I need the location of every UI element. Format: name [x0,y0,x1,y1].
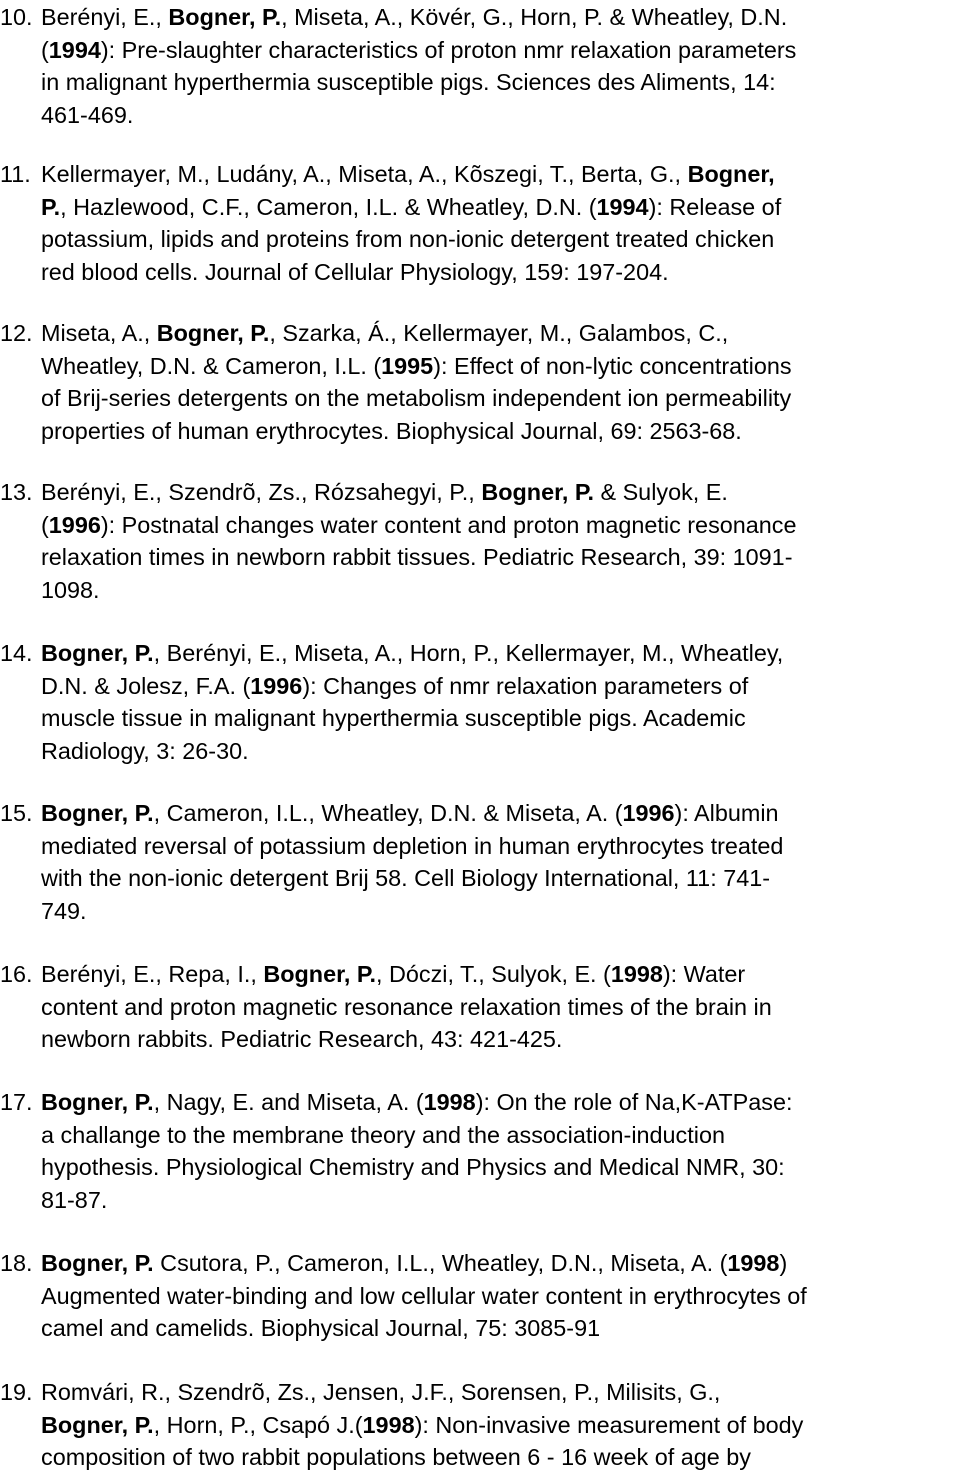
reference-line [41,223,953,256]
reference-segment: relaxation times in newborn rabbit tissues. Pediatric Research, 39: 1091- [41,544,793,570]
reference-segment: red blood cells. Journal of Cellular Physiology, 159: 197-204. [41,258,669,285]
reference-number: 13. [0,479,33,505]
reference-line [41,256,953,289]
reference-bold-segment: Bogner, P. [41,1250,154,1276]
reference-bold-segment: Bogner, P. [41,800,154,826]
reference-segment: 461-469. [41,101,134,128]
reference-segment: Berényi, E., Szendrõ, Zs., Rózsahegyi, P., [41,479,482,505]
reference-segment: Augmented water-binding and low cellular water content in erythrocytes of [41,1282,807,1309]
reference-segment: Csutora, P., Cameron, I.L., Wheatley, D.N., Miseta, A. ( [153,1250,728,1276]
reference-segment: Romvári, R., Szendrõ, Zs., Jensen, J.F., Sorensen, P., Milisits, G., [41,1379,721,1405]
reference-line [41,895,953,928]
reference-item [0,1247,960,1345]
reference-bold-segment: Bogner, [687,161,775,187]
reference-line [41,670,953,703]
reference-bold-segment: Bogner, P. [41,640,154,666]
reference-bold-segment: 1994 [596,193,649,220]
reference-segment: ): Pre-slaughter characteristics of proton nmr relaxation parameters [100,36,797,63]
reference-segment: ): Changes of nmr relaxation parameters of [302,672,749,699]
reference-text [41,1247,953,1345]
reference-text [41,317,953,447]
reference-line [41,574,953,607]
reference-number: 18. [0,1250,33,1276]
reference-line [41,637,953,670]
reference-line [41,191,953,224]
reference-item [0,1,960,131]
reference-segment: , Hazlewood, C.F., Cameron, I.L. & Wheatley, D.N. ( [60,193,597,220]
reference-segment: properties of human erythrocytes. Biophysical Journal, 69: 2563-68. [41,417,742,444]
reference-text [41,958,953,1056]
reference-bold-segment: Bogner, P. [41,1411,154,1438]
reference-segment: a challange to the membrane theory and the association-induction [41,1121,725,1148]
reference-item [0,317,960,447]
reference-segment: & Sulyok, E. [593,479,728,505]
reference-number: 15. [0,800,33,826]
reference-segment: Kellermayer, M., Ludány, A., Miseta, A., Kõszegi, T., Berta, G., [41,161,688,187]
reference-bold-segment: Bogner, P. [263,961,376,987]
reference-segment: , Horn, P., Csapó J.( [153,1411,363,1438]
reference-line [41,702,953,735]
reference-segment: , Berényi, E., Miseta, A., Horn, P., Kellermayer, M., Wheatley, [153,640,784,666]
reference-segment: ): Water [662,961,746,987]
reference-segment: mediated reversal of potassium depletion in human erythrocytes treated [41,832,784,859]
reference-item [0,958,960,1056]
reference-text [41,637,953,767]
reference-segment: composition of two rabbit populations between 6 - 16 week of age by [41,1444,751,1470]
reference-bold-segment: 1996 [622,800,675,826]
reference-line [41,1023,953,1056]
reference-bold-segment: Bogner, P. [41,1089,154,1115]
reference-segment: , Miseta, A., Kövér, G., Horn, P. & Wheatley, D.N. [281,4,788,30]
reference-bold-segment: 1996 [250,672,303,699]
reference-segment: ): Effect of non-lytic concentrations [433,352,792,379]
reference-number: 10. [0,4,33,30]
reference-segment: ): Postnatal changes water content and proton magnetic resonance [100,511,797,538]
reference-line [41,1409,953,1442]
reference-segment: ): Albumin [674,800,779,826]
reference-line [41,382,953,415]
reference-segment: ( [41,511,49,538]
reference-line [41,958,953,991]
reference-number: 16. [0,961,33,987]
reference-line [41,476,953,509]
reference-segment: D.N. & Jolesz, F.A. ( [41,672,251,699]
reference-line [41,1119,953,1152]
reference-number: 14. [0,640,33,666]
reference-line [41,509,953,542]
reference-line [41,1,953,34]
reference-segment: ( [41,36,49,63]
reference-segment: Miseta, A., [41,320,157,346]
reference-segment: of Brij-series detergents on the metabolism independent ion permeability [41,385,792,411]
reference-segment: Berényi, E., Repa, I., [41,961,264,987]
reference-segment: Wheatley, D.N. & Cameron, I.L. ( [41,352,382,379]
reference-segment: , Szarka, Á., Kellermayer, M., Galambos, C., [269,320,729,346]
reference-line [41,735,953,768]
reference-line [41,66,953,99]
reference-item [0,476,960,606]
reference-item [0,797,960,927]
reference-segment: potassium, lipids and proteins from non-ionic detergent treated chicken [41,226,775,252]
reference-line [41,350,953,383]
reference-line [41,1247,953,1280]
reference-bold-segment: 1994 [48,36,101,63]
reference-line [41,1280,953,1313]
reference-line [41,1151,953,1184]
reference-segment: Berényi, E., [41,4,169,30]
reference-line [41,1086,953,1119]
reference-segment: hypothesis. Physiological Chemistry and Physics and Medical NMR, 30: [41,1154,785,1180]
reference-bold-segment: 1998 [423,1089,476,1115]
reference-item [0,158,960,288]
reference-segment: , Nagy, E. and Miseta, A. ( [153,1089,424,1115]
reference-line [41,317,953,350]
reference-bold-segment: 1996 [48,511,101,538]
reference-bold-segment: P. [41,193,61,220]
reference-bold-segment: 1995 [381,352,434,379]
reference-number: 12. [0,320,33,346]
reference-item [0,1086,960,1216]
reference-text [41,1376,953,1474]
reference-line [41,862,953,895]
reference-line [41,797,953,830]
reference-line [41,991,953,1024]
reference-segment: 749. [41,897,87,924]
reference-text [41,158,953,288]
reference-bold-segment: 1998 [610,961,663,987]
reference-segment: 81-87. [41,1186,108,1213]
reference-bold-segment: 1998 [727,1250,780,1276]
reference-segment: newborn rabbits. Pediatric Research, 43: 421-425. [41,1026,563,1052]
reference-text [41,797,953,927]
reference-line [41,541,953,574]
reference-segment: Radiology, 3: 26-30. [41,737,249,764]
reference-text [41,1086,953,1216]
reference-segment: ): Non-invasive measurement of body [414,1411,804,1438]
reference-bold-segment: Bogner, P. [156,320,270,346]
reference-segment: ): On the role of Na,K-ATPase: [475,1089,793,1115]
reference-segment: content and proton magnetic resonance relaxation times of the brain in [41,993,772,1020]
reference-item [0,637,960,767]
reference-text [41,1,953,131]
reference-line [41,415,953,448]
reference-segment: , Cameron, I.L., Wheatley, D.N. & Miseta, A. ( [153,800,623,826]
reference-segment: camel and camelids. Biophysical Journal, 75: 3085-91 [41,1315,601,1341]
reference-segment: with the non-ionic detergent Brij 58. Cell Biology International, 11: 741- [41,865,771,891]
reference-number: 19. [0,1379,33,1405]
reference-bold-segment: Bogner, P. [168,4,282,30]
reference-line [41,99,953,132]
reference-line [41,830,953,863]
reference-item [0,1376,960,1474]
reference-segment: ) [779,1250,788,1276]
reference-segment: in malignant hyperthermia susceptible pigs. Sciences des Aliments, 14: [41,69,776,95]
reference-line [41,1312,953,1345]
reference-line [41,34,953,67]
reference-line [41,1441,953,1474]
reference-line [41,1376,953,1409]
reference-bold-segment: Bogner, P. [481,479,594,505]
reference-segment: ): Release of [648,193,782,220]
reference-segment: muscle tissue in malignant hyperthermia susceptible pigs. Academic [41,705,746,731]
reference-segment: , Dóczi, T., Sulyok, E. ( [376,961,611,987]
reference-number: 11. [0,161,31,187]
reference-segment: 1098. [41,576,100,603]
reference-number: 17. [0,1089,33,1115]
reference-bold-segment: 1998 [362,1411,415,1438]
reference-text [41,476,953,606]
reference-line [41,1184,953,1217]
reference-line [41,158,953,191]
